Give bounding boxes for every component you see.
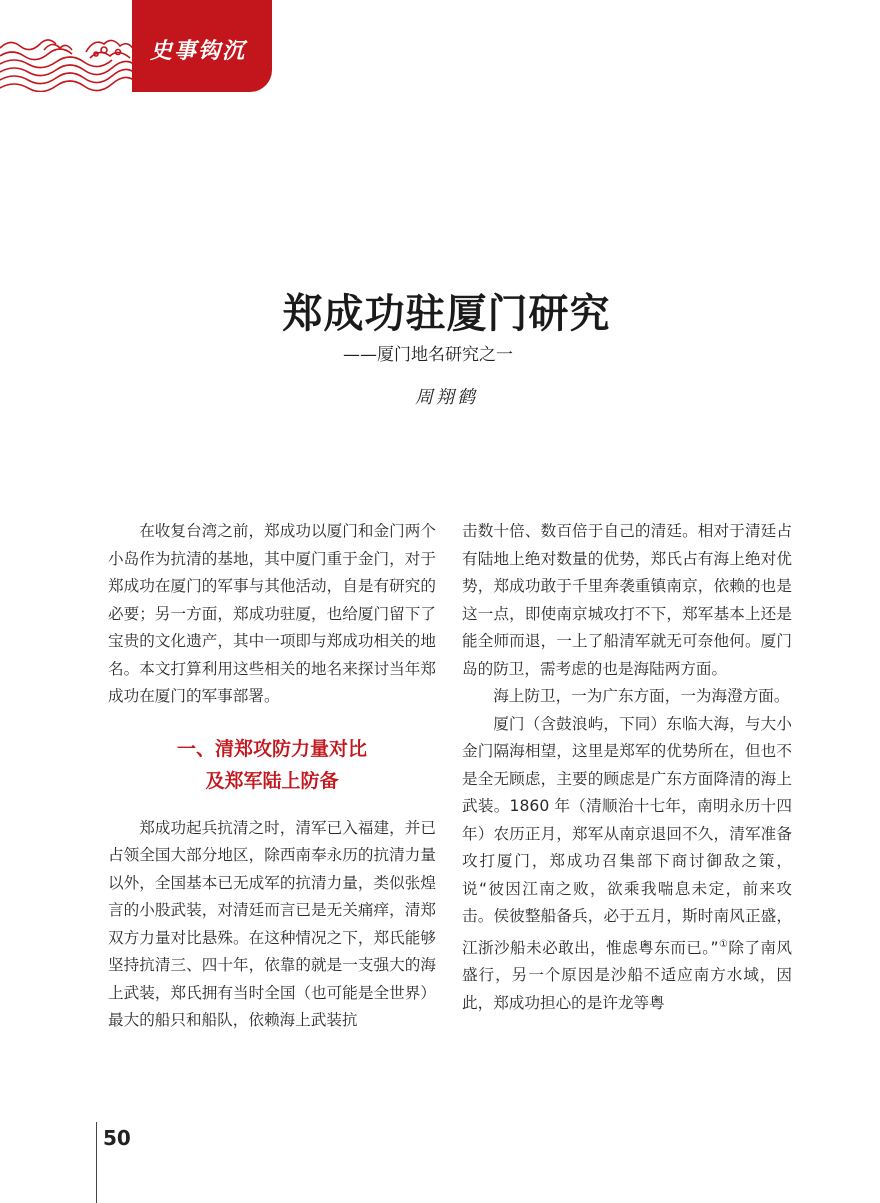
article-title: 郑成功驻厦门研究 bbox=[282, 291, 611, 337]
article-subtitle: ——厦门地名研究之一 bbox=[343, 345, 513, 365]
page-number: 50 bbox=[103, 1126, 131, 1150]
section-heading-line2: 及郑军陆上防备 bbox=[205, 769, 339, 792]
section-heading-line1: 一、清郑攻防力量对比 bbox=[176, 737, 367, 760]
paragraph-text: 厦门（含鼓浪屿，下同）东临大海，与大小金门隔海相望，这里是郑军的优势所在，但也不是全无顾虑，主要的顾虑是广东方面降清的海上武装。1860 年（清顺治十七年，南明永历十四年）农历正月，郑军从南京退回不久，清军准备攻打厦门，郑成功召集部下商讨御敌之策，说“彼因江南之败，欲乘我喘息未定，前来攻击。侯彼整船备兵，必于五月，斯时南风正盛，江浙沙船未必敢出，惟虑粤东而已。” bbox=[462, 714, 792, 957]
section-heading bbox=[108, 733, 436, 797]
body-paragraph: 海上防卫，一为广东方面，一为海澄方面。 bbox=[493, 687, 790, 705]
body-paragraph bbox=[462, 711, 792, 1018]
right-column bbox=[462, 518, 792, 1017]
column-label: 史事钩沉 bbox=[150, 38, 247, 64]
continued-paragraph: 击数十倍、数百倍于自己的清廷。相对于清廷占有陆地上绝对数量的优势，郑氏占有海上绝对优势，郑成功敢于千里奔袭重镇南京，依赖的也是这一点，即使南京城攻打不下，郑军基本上还是能全师而退，一上了船清军就无可奈他何。厦门岛的防卫，需考虑的也是海陆两方面。 bbox=[462, 522, 792, 678]
wave-decoration-icon bbox=[0, 30, 136, 92]
paragraph-text: 除了南风盛行，另一个原因是沙船不适应南方水域，因此，郑成功担心的是许龙等粤 bbox=[462, 938, 792, 1012]
page-number-rule bbox=[96, 1122, 97, 1203]
article-author: 周翔鹤 bbox=[415, 387, 478, 408]
body-paragraph: 郑成功起兵抗清之时，清军已入福建，并已占领全国大部分地区，除西南奉永历的抗清力量以外，全国基本已无成军的抗清力量，类似张煌言的小股武装，对清廷而言已是无关痛痒，清郑双方力量对比悬殊。在这种情况之下，郑氏能够坚持抗清三、四十年，依靠的就是一支强大的海上武装，郑氏拥有当时全国（也可能是全世界）最大的船只和船队，依赖海上武装抗 bbox=[108, 818, 436, 1029]
column-header bbox=[0, 0, 270, 92]
intro-paragraph: 在收复台湾之前，郑成功以厦门和金门两个小岛作为抗清的基地，其中厦门重于金门，对于郑成功在厦门的军事与其他活动，自是有研究的必要；另一方面，郑成功驻厦，也给厦门留下了宝贵的文化遗产，其中一项即与郑成功相关的地名。本文打算利用这些相关的地名来探讨当年郑成功在厦门的军事部署。 bbox=[108, 522, 436, 705]
left-column bbox=[108, 518, 436, 1035]
footnote-marker[interactable]: ① bbox=[718, 938, 729, 950]
